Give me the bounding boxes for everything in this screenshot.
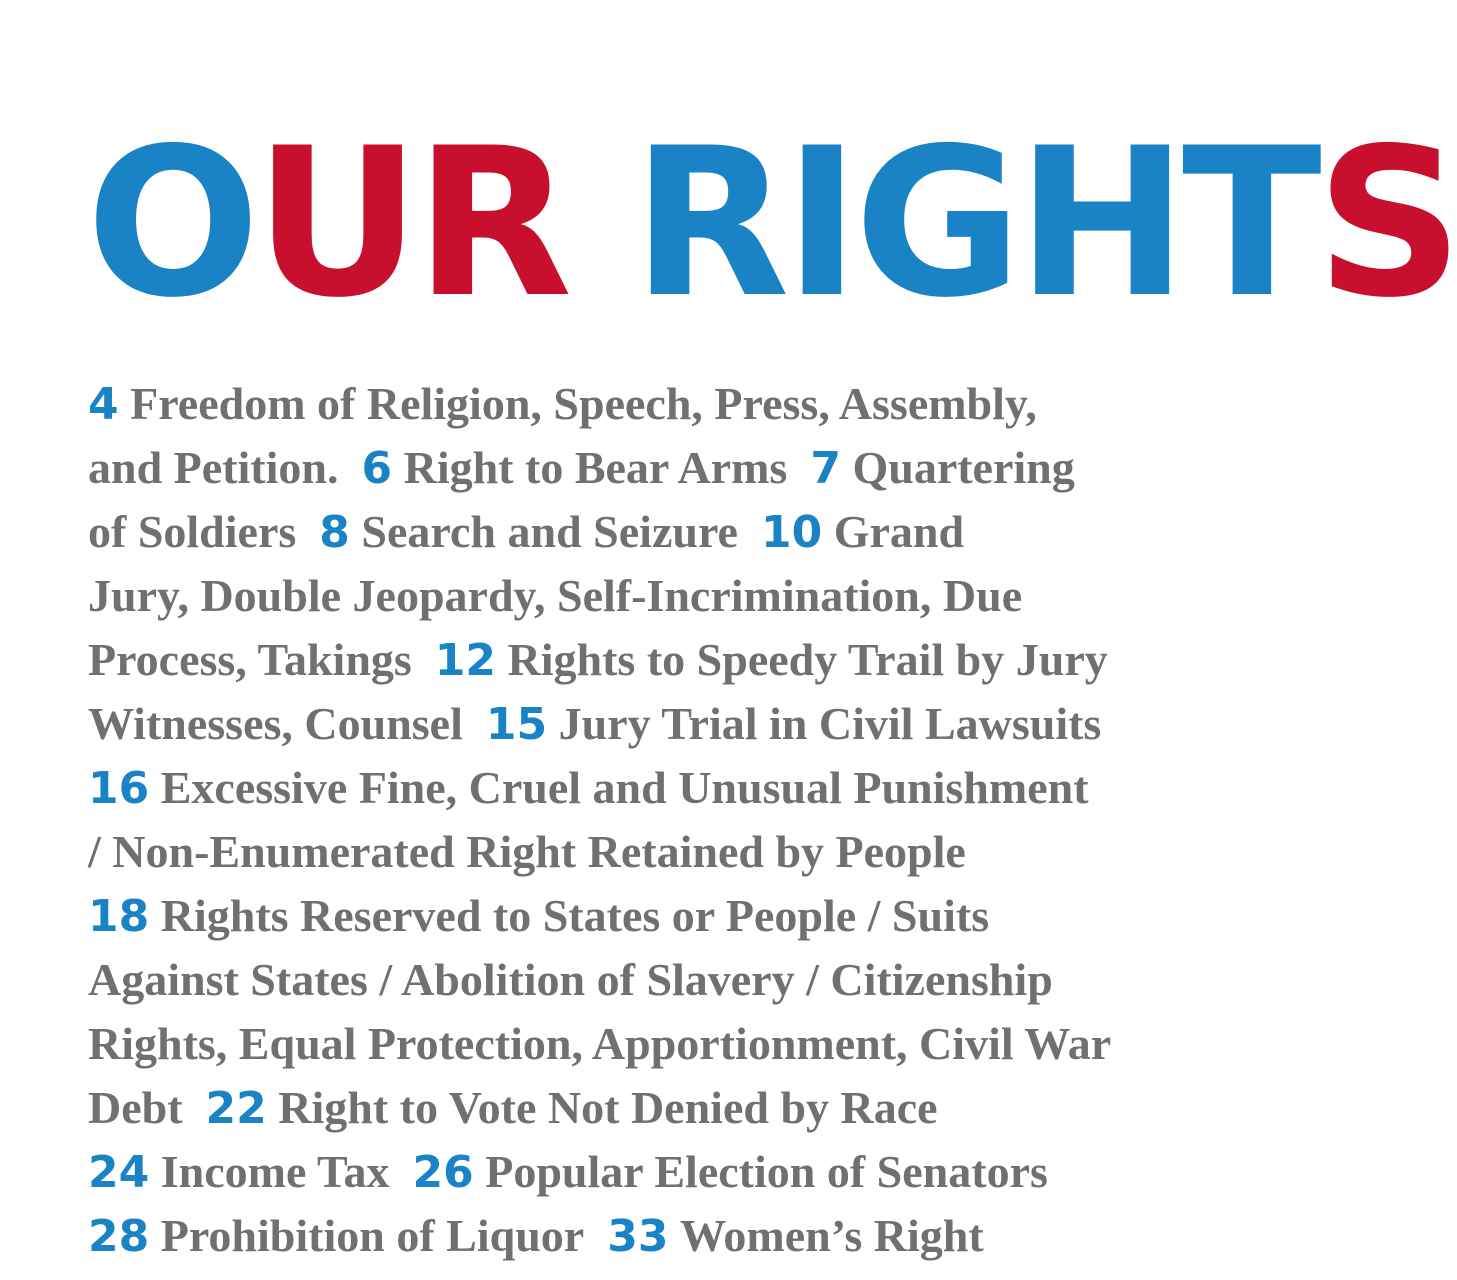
toc-line-3: [88, 500, 964, 565]
page-number-12: 12: [434, 635, 497, 686]
entry-title-18-cont-3: Debt: [88, 1082, 183, 1133]
page-number-10: 10: [760, 507, 823, 558]
title-part-right: RIGHT: [566, 105, 1316, 343]
toc-line-5: [88, 628, 1108, 693]
page-number-18: 18: [88, 891, 150, 942]
toc-line-10: [88, 948, 1053, 1012]
page-number-33: 33: [607, 1211, 669, 1262]
page-number-22: 22: [205, 1083, 267, 1134]
entry-title-16: Excessive Fine, Cruel and Unusual Punishment: [160, 762, 1089, 813]
entry-title-12-cont: Witnesses, Counsel: [88, 698, 463, 749]
entry-title-4-cont: and Petition.: [88, 442, 339, 493]
entry-title-7: Quartering: [852, 442, 1075, 493]
title-part-s: S: [1315, 105, 1457, 343]
toc-line-9: [88, 884, 989, 949]
page-number-4: 4: [88, 379, 119, 430]
toc-line-4: [88, 564, 1022, 628]
toc-line-12: [88, 1076, 938, 1141]
entry-title-28: Prohibition of Liquor: [160, 1210, 585, 1261]
entry-title-7-cont: of Soldiers: [88, 506, 297, 557]
toc-line-6: [88, 692, 1101, 757]
toc-line-11: [88, 1012, 1111, 1076]
entry-title-4: Freedom of Religion, Speech, Press, Assembly,: [130, 378, 1037, 429]
toc-line-1: [88, 372, 1037, 437]
entry-title-10-cont-2: Process, Takings: [88, 634, 412, 685]
entry-title-15: Jury Trial in Civil Lawsuits: [558, 698, 1102, 749]
title-part-o: O: [86, 105, 255, 343]
entry-title-18-cont-2: Rights, Equal Protection, Apportionment, Civil War: [88, 1018, 1112, 1069]
page-number-8: 8: [319, 507, 350, 558]
toc-line-13: [88, 1140, 1048, 1205]
page-number-24: 24: [88, 1147, 150, 1198]
toc-line-8: [88, 820, 966, 884]
page-number-16: 16: [88, 763, 150, 814]
entry-title-22: Right to Vote Not Denied by Race: [278, 1082, 938, 1133]
entry-title-18-cont-1: Against States / Abolition of Slavery / Citizenship: [88, 954, 1053, 1005]
page-number-15: 15: [485, 699, 548, 750]
page-number-7: 7: [810, 443, 841, 494]
entry-title-6: Right to Bear Arms: [403, 442, 788, 493]
entry-title-18: Rights Reserved to States or People / Suits: [160, 890, 990, 941]
page-number-26: 26: [412, 1147, 474, 1198]
page-title: [86, 105, 1457, 343]
entry-title-12: Rights to Speedy Trail by Jury: [507, 634, 1108, 685]
entry-title-26: Popular Election of Senators: [485, 1146, 1048, 1197]
entry-title-16-cont: / Non-Enumerated Right Retained by People: [88, 826, 966, 877]
page-number-6: 6: [361, 443, 393, 494]
entry-title-24: Income Tax: [160, 1146, 390, 1197]
entry-title-10-cont-1: Jury, Double Jeopardy, Self-Incrimination, Due: [88, 570, 1023, 621]
entry-title-10: Grand: [833, 506, 965, 557]
toc-line-7: [88, 756, 1089, 821]
entry-title-8: Search and Seizure: [361, 506, 738, 557]
entry-title-33: Women’s Right: [679, 1210, 984, 1261]
toc-line-2: [88, 436, 1075, 501]
toc-line-14: [88, 1204, 984, 1269]
title-part-ur: UR: [254, 105, 567, 343]
page-number-28: 28: [88, 1211, 150, 1262]
